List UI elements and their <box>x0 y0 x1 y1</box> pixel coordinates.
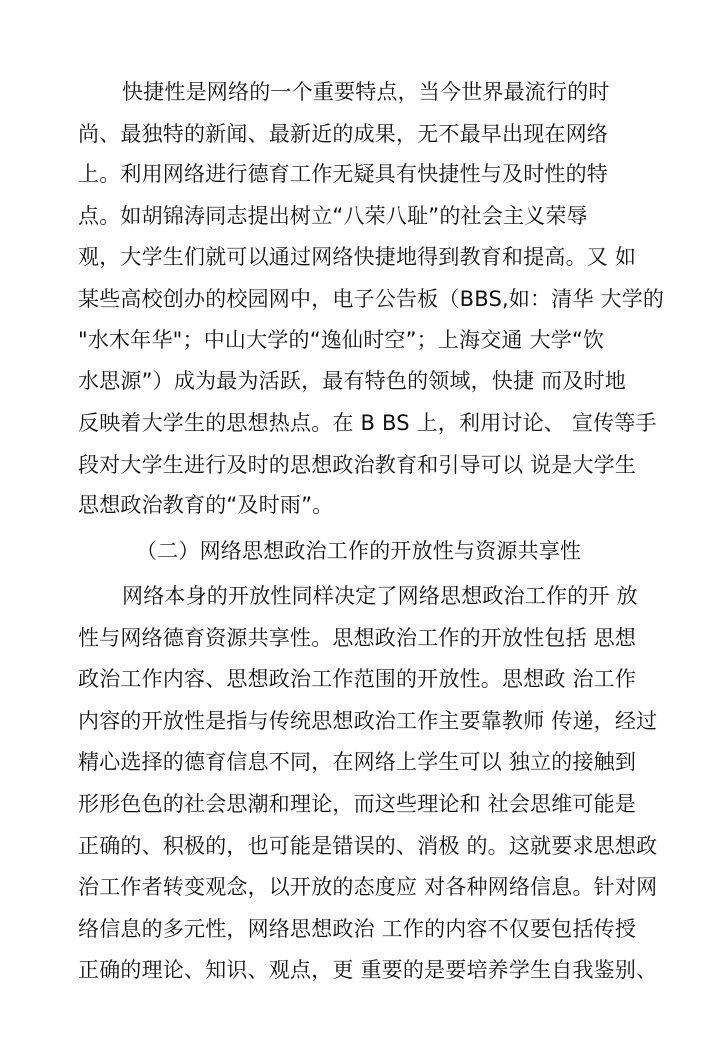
paragraph-line: 点。如胡锦涛同志提出树立“八荣八耻”的社会主义荣辱 <box>78 204 588 228</box>
paragraph-line: 水思源”）成为最为活跃，最有特色的领域，快捷 而及时地 <box>78 369 626 393</box>
paragraph-line: 正确的理论、知识、观点，更 重要的是要培养学生自我鉴别、 <box>78 958 658 982</box>
paragraph-line: 络信息的多元性，网络思想政治 工作的内容不仅要包括传授 <box>78 917 637 941</box>
paragraph-line: 网络本身的开放性同样决定了网络思想政治工作的开 放 <box>122 584 638 608</box>
paragraph-line: 形形色色的社会思潮和理论，而这些理论和 社会思维可能是 <box>78 792 637 816</box>
paragraph-line: 观，大学生们就可以通过网络快捷地得到教育和提高。又 如 <box>78 245 637 269</box>
paragraph-line: 政治工作内容、思想政治工作范围的开放性。思想政 治工作 <box>78 667 637 691</box>
paragraph-line: 尚、最独特的新闻、最新近的成果，无不最早出现在网络 <box>78 122 608 146</box>
paragraph-line: 段对大学生进行及时的思想政治教育和引导可以 说是大学生 <box>78 453 637 477</box>
paragraph-line: 正确的、积极的，也可能是错误的、消极 的。这就要求思想政 <box>78 834 658 858</box>
paragraph-line: 性与网络德育资源共享性。思想政治工作的开放性包括 思想 <box>78 626 637 650</box>
paragraph-line: 某些高校创办的校园网中，电子公告板（BBS,如：清华 大学的 <box>78 287 665 311</box>
paragraph-line: 反映着大学生的思想热点。在 B BS 上，利用讨论、 宣传等手 <box>78 411 657 435</box>
paragraph-line: 思想政治教育的“及时雨”。 <box>78 493 334 517</box>
paragraph-line: "水木年华"；中山大学的“逸仙时空”；上海交通 大学“饮 <box>78 328 605 352</box>
paragraph-line: 上。利用网络进行德育工作无疑具有快捷性与及时性的特 <box>78 162 608 186</box>
section-heading: （二）网络思想政治工作的开放性与资源共享性 <box>136 539 582 563</box>
paragraph-line: 精心选择的德育信息不同，在网络上学生可以 独立的接触到 <box>78 750 637 774</box>
paragraph-line: 内容的开放性是指与传统思想政治工作主要靠教师 传递，经过 <box>78 709 658 733</box>
paragraph-line: 快捷性是网络的一个重要特点，当今世界最流行的时 <box>122 80 610 104</box>
paragraph-line: 治工作者转变观念，以开放的态度应 对各种网络信息。针对网 <box>78 875 658 899</box>
